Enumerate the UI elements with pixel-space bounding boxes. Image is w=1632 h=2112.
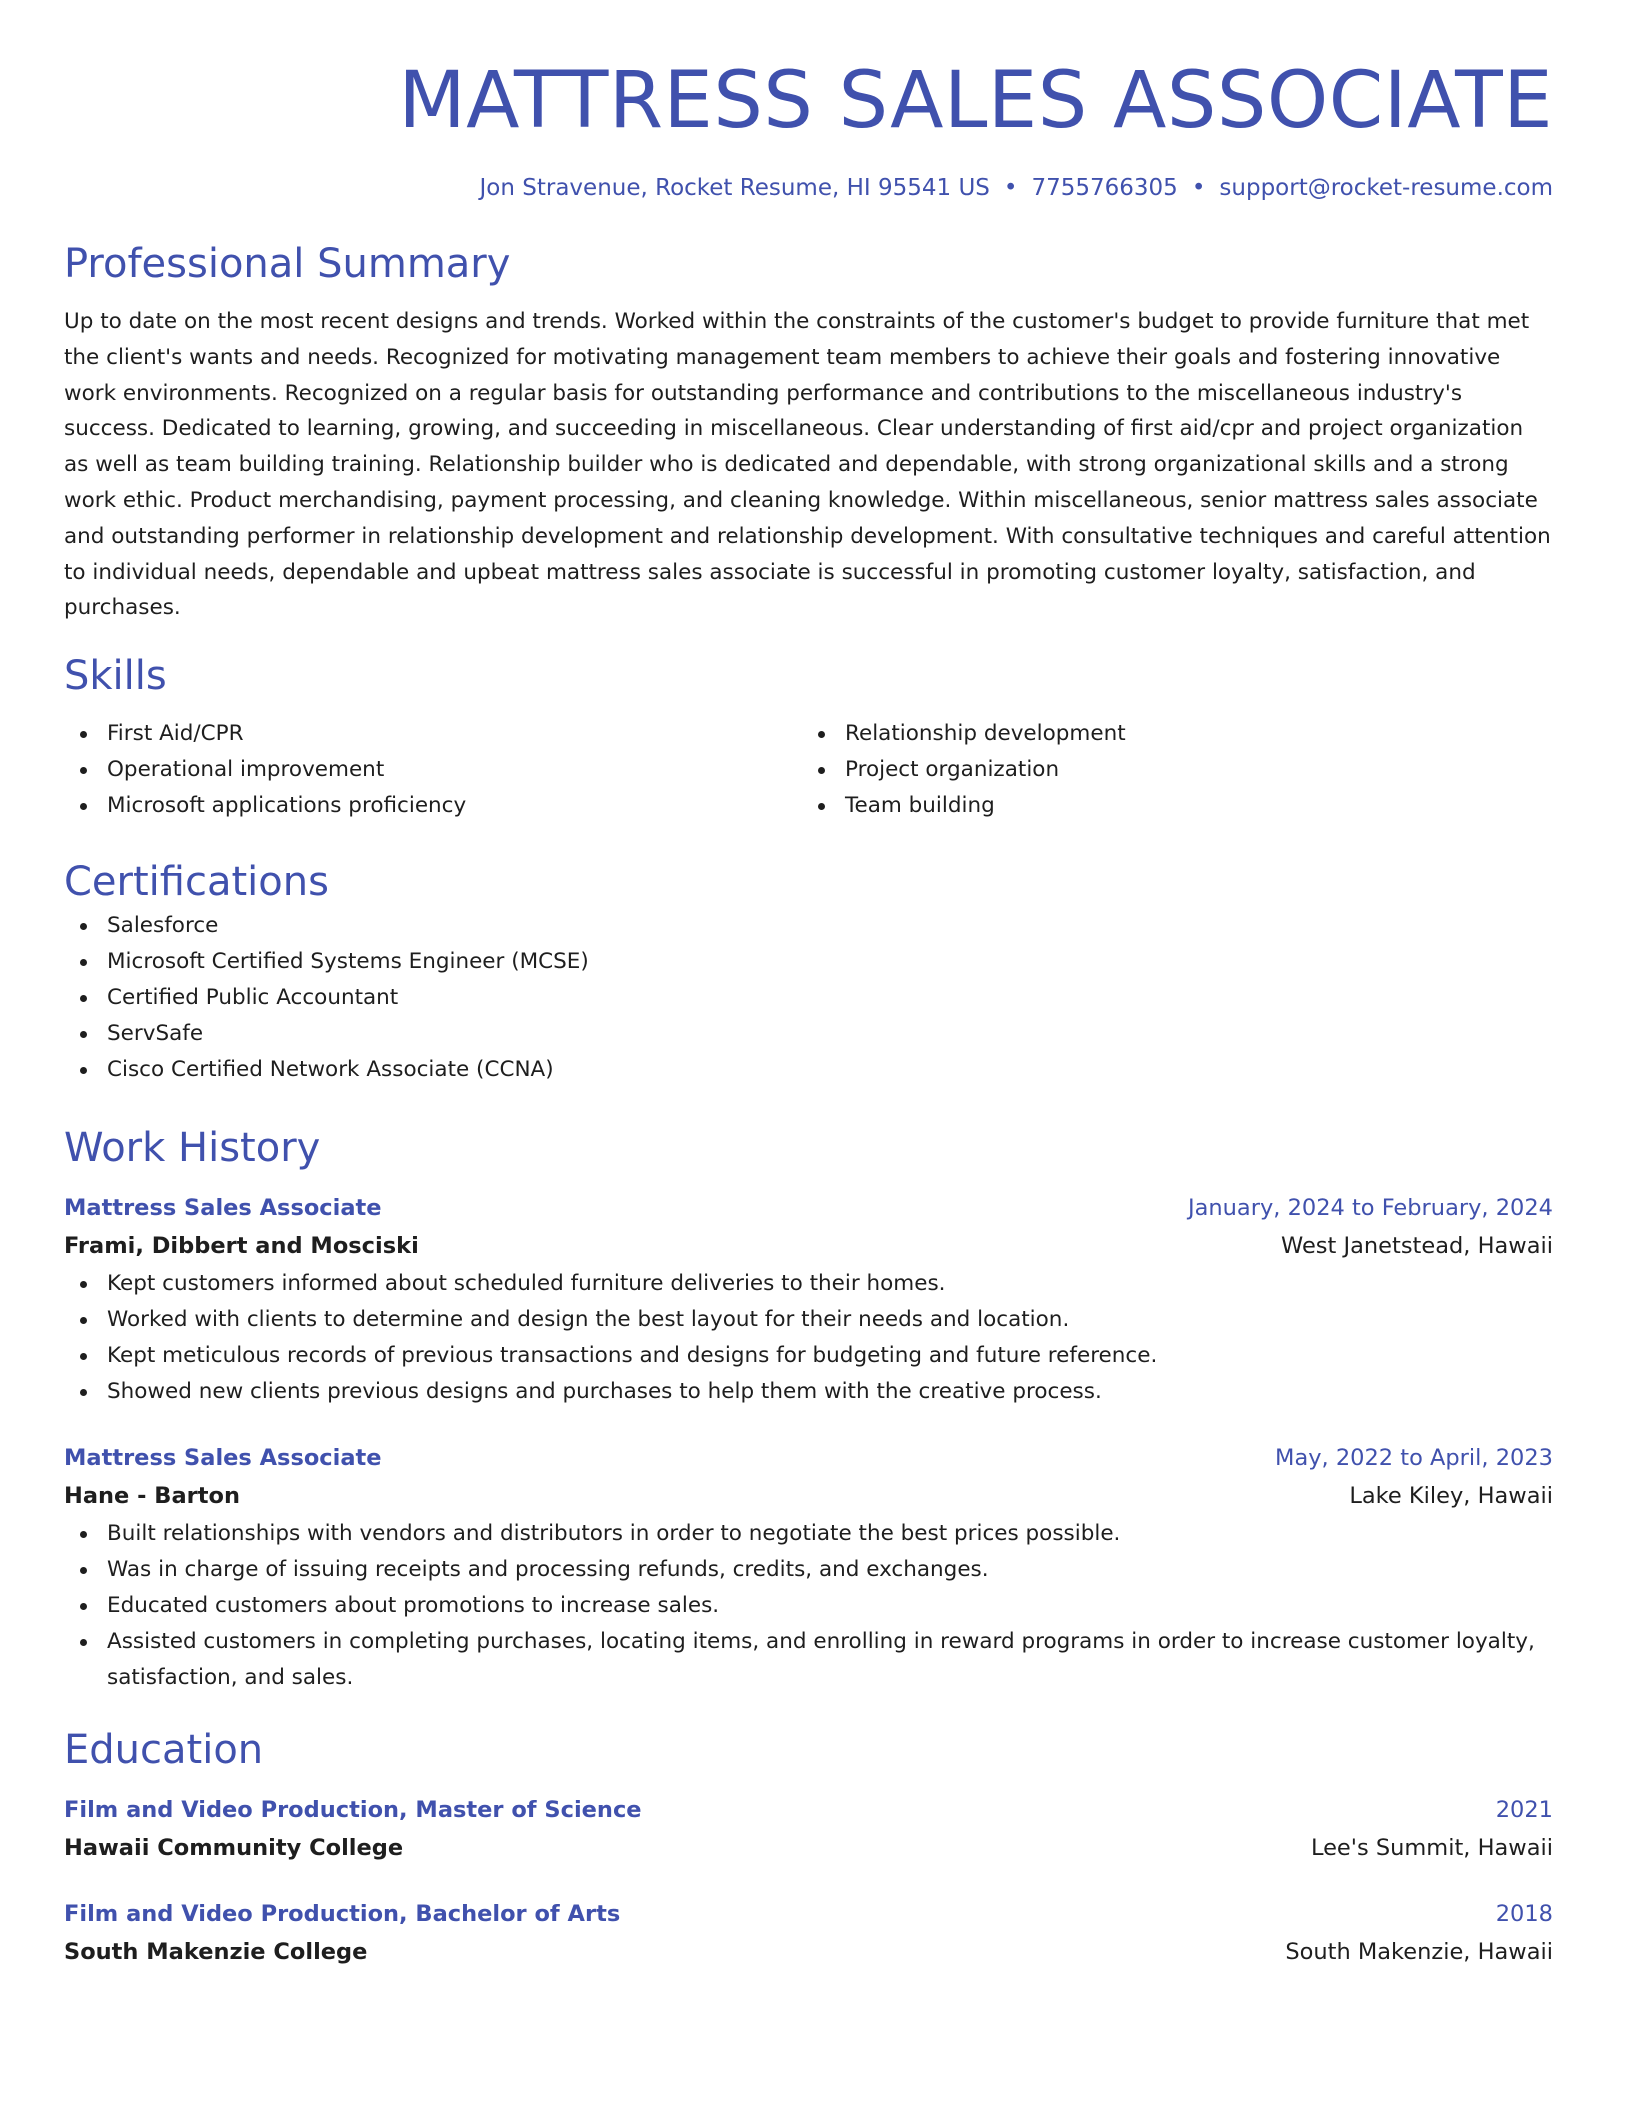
job-bullet: Educated customers about promotions to increase sales. (64, 1588, 1553, 1624)
job-bullet: Assisted customers in completing purchases, locating items, and enrolling in reward programs in order to increase customer loyalty, satisfaction, and sales. (64, 1624, 1553, 1696)
certification-item: ServSafe (64, 1016, 1553, 1052)
certification-item: Cisco Certified Network Associate (CCNA) (64, 1052, 1553, 1088)
education-school: South Makenzie College (64, 1939, 368, 1966)
education-school-row (64, 1828, 1553, 1868)
job-bullets (64, 1516, 1553, 1696)
job-company: Hane - Barton (64, 1483, 240, 1510)
education-header-row (64, 1792, 1553, 1828)
job-bullet: Was in charge of issuing receipts and processing refunds, credits, and exchanges. (64, 1552, 1553, 1588)
work-history-section (64, 1122, 1553, 1696)
education-school-row (64, 1932, 1553, 1972)
education-location: Lee's Summit, Hawaii (1310, 1835, 1553, 1862)
section-title-skills: Skills (64, 653, 167, 700)
skills-column-left (64, 716, 802, 824)
contact-separator: • (1191, 175, 1206, 201)
certifications-list (64, 908, 1553, 1088)
job-dates: January, 2024 to February, 2024 (1187, 1195, 1553, 1222)
education-header-row (64, 1896, 1553, 1932)
job-role: Mattress Sales Associate (64, 1445, 382, 1472)
certification-item: Salesforce (64, 908, 1553, 944)
candidate-title: MATTRESS SALES ASSOCIATE (398, 56, 1553, 146)
education-section (64, 1724, 1553, 1972)
resume-header (64, 56, 1553, 204)
professional-summary-section (64, 238, 1553, 626)
education-entry (64, 1792, 1553, 1868)
section-title-summary: Professional Summary (64, 241, 511, 287)
skill-item: Team building (802, 788, 1540, 824)
job-role: Mattress Sales Associate (64, 1195, 382, 1222)
job-bullet: Worked with clients to determine and design the best layout for their needs and location. (64, 1302, 1553, 1338)
education-degree: Film and Video Production, Master of Science (64, 1797, 642, 1824)
job-company-row (64, 1226, 1553, 1266)
education-location: South Makenzie, Hawaii (1285, 1939, 1553, 1966)
contact-separator: • (1003, 175, 1018, 201)
certification-item: Certified Public Accountant (64, 980, 1553, 1016)
contact-phone[interactable]: 7755766305 (1031, 175, 1178, 201)
contact-line (64, 172, 1553, 204)
job-bullet: Showed new clients previous designs and purchases to help them with the creative process. (64, 1374, 1553, 1410)
certifications-section (64, 856, 1553, 1088)
job-header-row (64, 1190, 1553, 1226)
job-bullet: Built relationships with vendors and distributors in order to negotiate the best prices possible. (64, 1516, 1553, 1552)
education-year: 2021 (1495, 1797, 1553, 1824)
job-dates: May, 2022 to April, 2023 (1275, 1445, 1553, 1472)
job-location: West Janetstead, Hawaii (1281, 1233, 1553, 1260)
education-degree: Film and Video Production, Bachelor of Arts (64, 1901, 621, 1928)
education-year: 2018 (1495, 1901, 1553, 1928)
skill-item: Microsoft applications proficiency (64, 788, 802, 824)
job-entry (64, 1190, 1553, 1410)
skill-item: Project organization (802, 752, 1540, 788)
skill-item: First Aid/CPR (64, 716, 802, 752)
skill-item: Relationship development (802, 716, 1540, 752)
skill-item: Operational improvement (64, 752, 802, 788)
education-entry (64, 1896, 1553, 1972)
skills-grid (64, 716, 1553, 824)
job-bullets (64, 1266, 1553, 1410)
skills-column-right (802, 716, 1540, 824)
summary-text: Up to date on the most recent designs and trends. Worked within the constraints of the customer's budget to provide furniture that met the client's wants and needs. Recognized for motivating management team members to achieve their goals and fostering innovative work environments. Recognized on a regular basis for outstanding performance and contributions to the miscellaneous industry's success. Dedicated to learning, growing, and succeeding in miscellaneous. Clear understanding of first aid/cpr and project organization as well as team building training. Relationship builder who is dedicated and dependable, with strong organizational skills and a strong work ethic. Product merchandising, payment processing, and cleaning knowledge. Within miscellaneous, senior mattress sales associate and outstanding performer in relationship development and relationship development. With consultative techniques and careful attention to individual needs, dependable and upbeat mattress sales associate is successful in promoting customer loyalty, satisfaction, and purchases. (64, 309, 1551, 621)
job-header-row (64, 1440, 1553, 1476)
section-title-certifications: Certifications (64, 859, 329, 906)
job-bullet: Kept meticulous records of previous transactions and designs for budgeting and future reference. (64, 1338, 1553, 1374)
job-company: Frami, Dibbert and Mosciski (64, 1233, 419, 1260)
certification-item: Microsoft Certified Systems Engineer (MCSE) (64, 944, 1553, 980)
job-company-row (64, 1476, 1553, 1516)
education-school: Hawaii Community College (64, 1835, 404, 1862)
job-entry (64, 1440, 1553, 1696)
contact-address: Jon Stravenue, Rocket Resume, HI 95541 US (479, 175, 990, 201)
job-bullet: Kept customers informed about scheduled furniture deliveries to their homes. (64, 1266, 1553, 1302)
contact-email[interactable]: support@rocket-resume.com (1219, 175, 1553, 201)
job-location: Lake Kiley, Hawaii (1349, 1483, 1553, 1510)
section-title-education: Education (64, 1727, 264, 1774)
skills-section (64, 650, 1553, 824)
section-title-work-history: Work History (64, 1125, 321, 1172)
